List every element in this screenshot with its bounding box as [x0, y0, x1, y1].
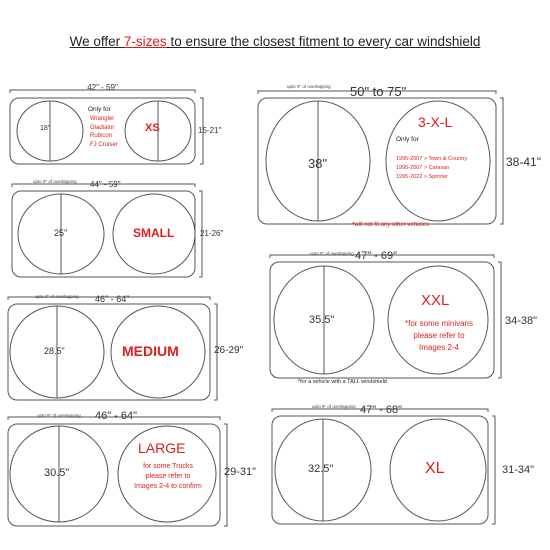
- xl3-size-label: 3-X-L: [418, 114, 453, 130]
- xxl-size-label: XXL: [421, 292, 450, 309]
- medium-diameter-label: 28.5": [44, 346, 65, 356]
- xs-size-label: XS: [145, 122, 160, 134]
- xxl-footnote: *for a vehicle with a TALL windshield: [298, 379, 387, 385]
- medium-size-label: MEDIUM: [122, 343, 179, 359]
- large-note-line: please refer to: [145, 473, 191, 480]
- large-overlap-note: upto 9" of overlapping: [37, 413, 81, 418]
- xs-only-for: Only for: [88, 106, 111, 113]
- xl3-height-label: 38-41": [506, 155, 541, 169]
- title-suffix: to ensure the closest fitment to every car windshield: [166, 34, 481, 49]
- small-width-label: 44" - 59": [90, 180, 121, 189]
- xl3-footnote: *will not fit any other vehicles: [352, 222, 430, 228]
- xl-overlap-note: upto 9" of overlapping: [312, 404, 356, 409]
- large-note-line: Images 2-4 to confirm: [134, 483, 202, 490]
- xs-vehicle: Gladiator: [90, 124, 115, 131]
- medium-width-label: 46" - 64": [95, 294, 130, 304]
- xs-vehicle: FJ Cruiser: [90, 141, 118, 148]
- title-prefix: We offer: [69, 34, 124, 49]
- xl3-vehicle: 1995-2007 > Caravan: [396, 165, 450, 171]
- xl-panel: [272, 416, 488, 524]
- xxl-overlap-note: upto 9" of overlapping: [310, 251, 354, 256]
- xs-width-label: 42" - 59": [87, 83, 118, 92]
- xl3-vehicle: 1995-2022 > Sprinter: [396, 174, 448, 180]
- small-size-label: SMALL: [133, 226, 175, 240]
- xxl-note-line: *for some minivans: [404, 319, 474, 328]
- small-diameter-label: 25": [54, 228, 68, 238]
- large-height-label: 29-31": [224, 466, 257, 478]
- xxl-note-line: please refer to: [413, 331, 465, 340]
- xl-width-label: 47" - 68": [360, 404, 403, 416]
- xl3-overlap-note: upto 9" of overlapping: [287, 84, 331, 89]
- xs-vehicle: Rubicon: [90, 133, 113, 139]
- xxl-height-label: 34-38": [505, 315, 538, 327]
- xl3-width-label: 50" to 75": [350, 84, 407, 99]
- xs-height-label: 15-21": [198, 126, 222, 135]
- large-width-label: 46" - 64": [95, 410, 138, 422]
- xs-diameter-label: 18": [40, 125, 51, 132]
- xl3-diameter-label: 38": [308, 156, 328, 171]
- xs-vehicles: [90, 115, 118, 149]
- xs-vehicle: Wrangler: [90, 116, 115, 122]
- large-size-label: LARGE: [138, 440, 186, 456]
- xl3-vehicles: [396, 155, 467, 182]
- large-note-line: for some Trucks: [143, 463, 193, 470]
- xl-diameter-label: 32.5": [308, 463, 334, 475]
- title-highlight: 7-sizes: [123, 34, 167, 49]
- xxl-diameter-label: 35.5": [309, 314, 335, 326]
- xxl-note-line: Images 2-4: [418, 343, 460, 352]
- xxl-note: [393, 318, 485, 354]
- xl-height-label: 31-34": [502, 464, 535, 476]
- xxl-width-label: 47" - 69": [355, 250, 398, 262]
- large-diameter-label: 30.5": [44, 467, 70, 479]
- medium-overlap-note: upto 9" of overlapping: [35, 294, 79, 299]
- large-note: [128, 462, 208, 492]
- medium-panel: [8, 304, 210, 400]
- xl3-only-for: Only for: [396, 136, 419, 143]
- small-height-label: 21-26": [200, 229, 224, 238]
- xl-size-label: XL: [425, 460, 445, 477]
- medium-height-label: 26-29": [214, 345, 244, 356]
- small-overlap-note: upto 9" of overlapping: [33, 179, 77, 184]
- xl3-vehicle: 1995-2007 > Town & Country: [396, 156, 468, 162]
